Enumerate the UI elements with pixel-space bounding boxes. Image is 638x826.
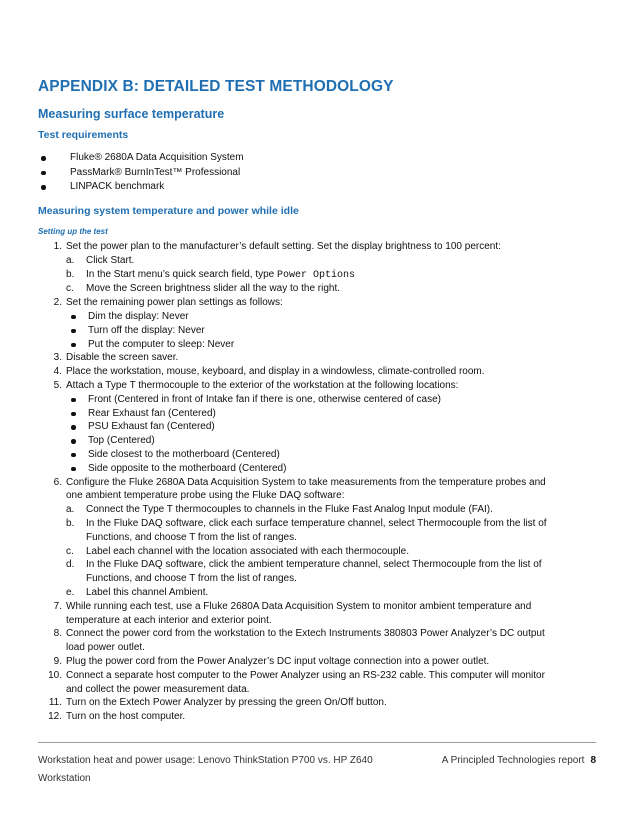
step-8: 8. Connect the power cord from the workstation to the Extech Instruments 380803 Power Analyzer’s DC output (53, 628, 545, 640)
step-3: 3. Disable the screen saver. (53, 352, 179, 364)
list-item: Front (Centered in front of Intake fan if there is one, otherwise centered of case) (38, 393, 598, 407)
step-4: 4. Place the workstation, mouse, keyboard, and display in a windowless, climate-controlled room. (53, 366, 485, 378)
step-6b: b. In the Fluke DAQ software, click each surface temperature channel, select Thermocouple from the list of (66, 517, 547, 529)
list-item: Turn off the display: Never (38, 324, 598, 338)
step-6-continued: one ambient temperature probe using the Fluke DAQ software: (66, 490, 345, 502)
setup-heading: Setting up the test (38, 227, 108, 236)
footer-divider (38, 742, 596, 743)
step-11: 11. Turn on the Extech Power Analyzer by pressing the green On/Off button. (48, 697, 387, 709)
list-item: LINPACK benchmark (38, 180, 244, 195)
step-9: 9. Plug the power cord from the Power Analyzer’s DC input voltage connection into a power outlet. (53, 655, 490, 667)
code-text: Power Options (277, 269, 356, 281)
step-6d-continued: Functions, and choose T from the list of ranges. (86, 573, 297, 585)
list-item: PassMark® BurnInTest™ Professional (38, 166, 244, 181)
step-10: 10. Connect a separate host computer to the Power Analyzer using an RS-232 cable. This computer will monitor (48, 669, 545, 681)
requirements-heading: Test requirements (38, 129, 129, 141)
step-1a: a. Click Start. (66, 254, 135, 266)
step-6d: d. In the Fluke DAQ software, click the ambient temperature channel, select Thermocouple from the list of (66, 559, 542, 571)
list-item: Put the computer to sleep: Never (38, 338, 598, 352)
list-item: Side closest to the motherboard (Centered) (38, 448, 598, 462)
step-5: 5. Attach a Type T thermocouple to the exterior of the workstation at the following locations: (53, 379, 459, 391)
list-item: Rear Exhaust fan (Centered) (38, 407, 598, 421)
step-6b-continued: Functions, and choose T from the list of ranges. (86, 531, 297, 543)
list-item: Top (Centered) (38, 434, 598, 448)
subsection-heading: Measuring system temperature and power while idle (38, 205, 299, 217)
step-6c: c. Label each channel with the location associated with each thermocouple. (66, 545, 409, 557)
step-6a: a. Connect the Type T thermocouples to channels in the Fluke Fast Analog Input module (FAI). (66, 504, 493, 516)
page-number: 8 (590, 755, 596, 766)
list-item: Fluke® 2680A Data Acquisition System (38, 151, 244, 166)
step-8-continued: load power outlet. (66, 642, 145, 654)
step-1: 1. Set the power plan to the manufacturer’s default setting. Set the display brightness to 100 percent: (53, 241, 501, 252)
list-item: PSU Exhaust fan (Centered) (38, 420, 598, 434)
step-6: 6. Configure the Fluke 2680A Data Acquisition System to take measurements from the temperature probes and (53, 476, 546, 488)
list-item: Side opposite to the motherboard (Centered) (38, 462, 598, 476)
step-12: 12. Turn on the host computer. (48, 711, 186, 723)
step-1c: c. Move the Screen brightness slider all the way to the right. (66, 283, 341, 295)
footer-publisher: A Principled Technologies report 8 (441, 755, 596, 766)
step-7: 7. While running each test, use a Fluke 2680A Data Acquisition System to monitor ambient temperature and (53, 600, 532, 612)
section-heading: Measuring surface temperature (38, 107, 225, 121)
list-item: Dim the display: Never (38, 310, 598, 324)
step-6e: e. Label this channel Ambient. (66, 586, 209, 598)
procedure-steps (38, 240, 598, 724)
appendix-heading: APPENDIX B: DETAILED TEST METHODOLOGY (38, 78, 394, 95)
step-10-continued: and collect the power measurement data. (66, 683, 250, 695)
step-1b: b. In the Start menu’s quick search field, type Power Options (66, 268, 356, 281)
footer-report-title: Workstation heat and power usage: Lenovo ThinkStation P700 vs. HP Z640 Workstation (38, 755, 373, 784)
step-7-continued: temperature at each interior and exterior point. (66, 614, 272, 626)
requirements-list (38, 151, 244, 195)
step-2: 2. Set the remaining power plan settings as follows: (53, 297, 283, 309)
